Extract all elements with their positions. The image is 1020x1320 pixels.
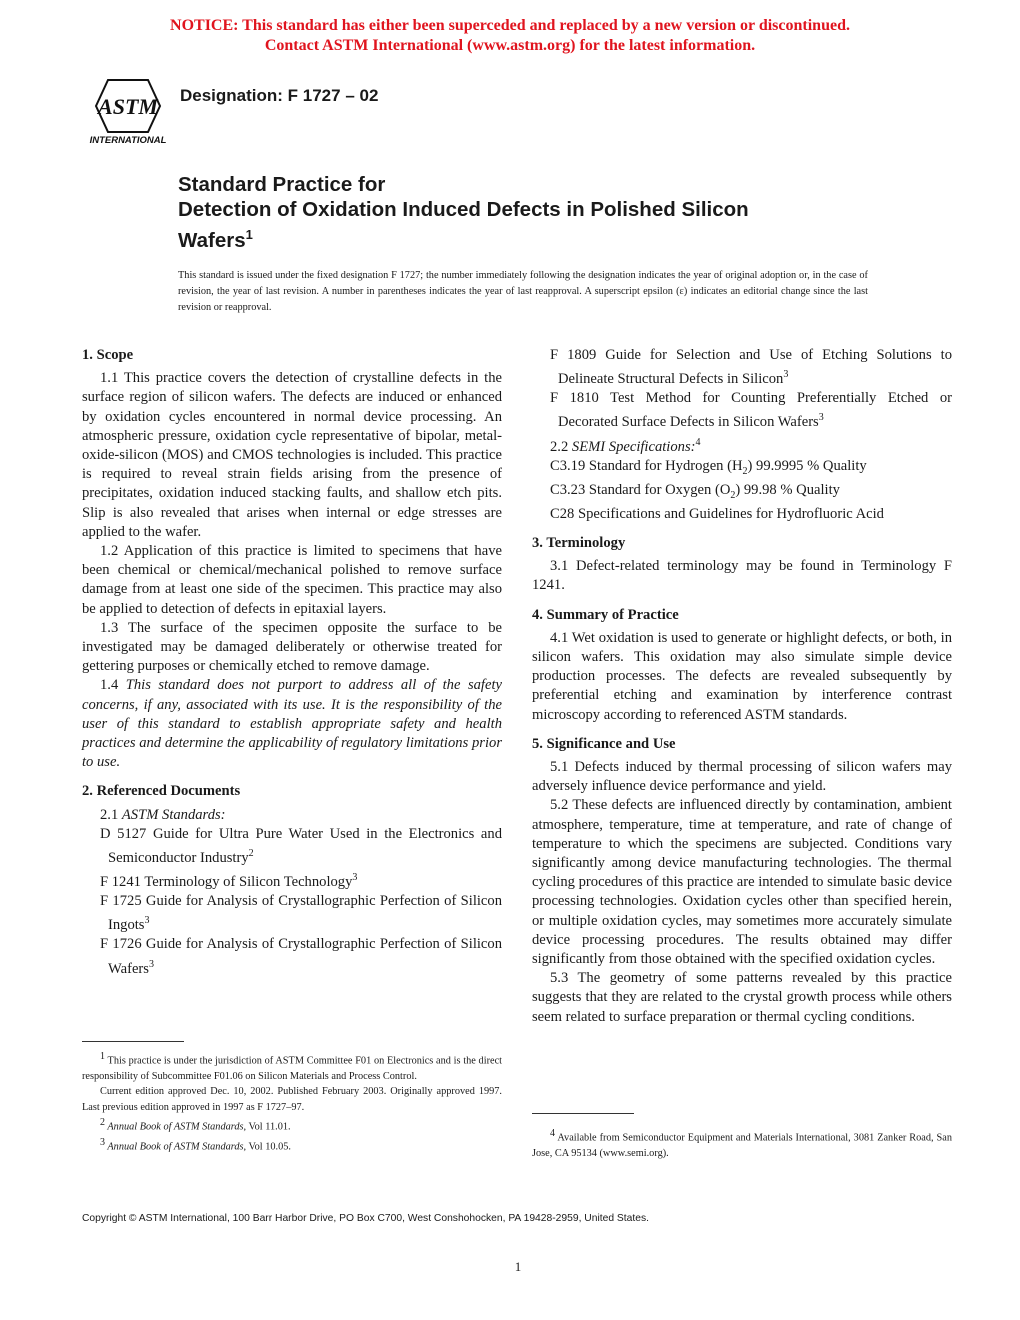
footnote-divider-left xyxy=(82,1041,184,1042)
notice-banner xyxy=(0,16,1020,56)
logo-text: ASTM xyxy=(98,94,158,119)
astm-logo xyxy=(82,76,174,146)
reference-f1810: F 1810 Test Method for Counting Preferentially Etched or Decorated Surface Defects in Silicon Wafers$^3$ xyxy=(550,390,952,431)
right-column xyxy=(532,346,952,1027)
section-heading-terminology: 3. Terminology xyxy=(532,535,626,552)
title-line-2: Detection of Oxidation Induced Defects in Polished Silicon xyxy=(178,198,749,221)
title-line-3: Wafers$^1$ xyxy=(178,227,253,252)
subsection-2-2: 2.2 SEMI Specifications:$^4$ xyxy=(550,436,701,455)
paragraph-1-4: 1.4 This standard does not purport to address all of the safety concerns, if any, associated with its use. It is the responsibility of the user of this standard to establish appropriate safety and health practices and determine the applicability of regulatory limitations prior to use. xyxy=(82,677,502,771)
notice-line-1: NOTICE: This standard has either been superceded and replaced by a new version or discontinued. xyxy=(170,17,850,34)
semi-spec-c3-23: C3.23 Standard for Oxygen $(O_2)$ 99.98 % Quality xyxy=(550,481,840,501)
issue-note: This standard is issued under the fixed designation F 1727; the number immediately following the designation indicates the year of original adoption or, in the case of revision, the year of last revision. A number in parentheses indicates the year of last reapproval. A superscript epsilon (ε) indicates an editorial change since the last revision or reapproval. xyxy=(178,270,868,313)
paragraph-1-3: 1.3 The surface of the specimen opposite the surface to be investigated may be damaged deliberately or otherwise treated for gettering purposes or chemically etched to remove damage. xyxy=(82,619,502,675)
section-heading-referenced-documents: 2. Referenced Documents xyxy=(82,783,241,800)
designation: Designation: F 1727 – 02 xyxy=(180,86,379,105)
paragraph-1-1: 1.1 This practice covers the detection of crystalline defects in the surface region of silicon wafers. The defects are induced or enhanced by oxidation cycles encountered in normal device processing. An atmospheric pressure, oxidation cycle representative of bipolar, metal-oxide-silicon (MOS) and CMOS technologies is included. This practice is required to reveal strain fields arising from the presence of precipitates, oxidation induced stacking faults, and shallow etch pits. Slip is also revealed that arises when internal or edge stresses are applied to the wafer. xyxy=(82,370,502,540)
footnote-4: $^4$ Available from Semiconductor Equipment and Materials International, 3081 Zanker Road, San Jose, CA 95134 (www.semi.org). xyxy=(532,1128,952,1159)
notice-line-2: Contact ASTM International (www.astm.org) for the latest information. xyxy=(264,37,756,54)
title-line-1: Standard Practice for xyxy=(178,173,386,196)
footnote-1-edition: Current edition approved Dec. 10, 2002. Published February 2003. Originally approved 1997. Last previous edition approved in 1997 as F 1727–97. xyxy=(82,1086,502,1113)
page-number: 1 xyxy=(514,1259,522,1274)
semi-spec-c3-19: C3.19 Standard for Hydrogen $(H_2)$ 99.9995 % Quality xyxy=(550,457,867,477)
paragraph-4-1: 4.1 Wet oxidation is used to generate or highlight defects, or both, in silicon wafers. This oxidation may also simulate simple device production processes. The defects are revealed subsequently by preferential etching and examination by interference contrast microscopy according to referenced ASTM standards. xyxy=(532,629,952,723)
paragraph-5-2: 5.2 These defects are influenced directly by contamination, ambient atmosphere, temperature, time at temperature, and rate of change of temperature to which the specimens are subjected. Conditions vary significantly among device manufacturing technologies. The thermal cycling procedures of this practice are intended to simulate basic device processing technologies. Oxidation cycles other than specified herein, or multiple oxidation cycles, may sometimes more accurately simulate device processing procedures. The results obtained may differ significantly from those obtained with the specified oxidation cycles. xyxy=(532,797,952,968)
paragraph-5-3: 5.3 The geometry of some patterns revealed by this practice suggests that they are related to the crystal growth process while others seem related to surface preparation or thermal cycling conditions. xyxy=(532,970,952,1025)
section-heading-scope: 1. Scope xyxy=(82,347,134,363)
left-column xyxy=(82,346,502,979)
reference-d5127: D 5127 Guide for Ultra Pure Water Used in the Electronics and Semiconductor Industry$^2$ xyxy=(100,825,502,866)
document-title xyxy=(178,172,898,253)
footnote-2: $^2$ Annual Book of ASTM Standards, Vol 11.01. xyxy=(100,1117,291,1133)
paragraph-1-2: 1.2 Application of this practice is limited to specimens that have been chemical or chemical/mechanical polished to remove surface damage from at least one side of the specimen. This practice may also be applied to detection of defects in epitaxial layers. xyxy=(82,543,502,617)
section-heading-summary: 4. Summary of Practice xyxy=(532,606,679,623)
reference-f1725: F 1725 Guide for Analysis of Crystallographic Perfection of Silicon Ingots$^3$ xyxy=(100,893,502,934)
paragraph-3-1: 3.1 Defect-related terminology may be found in Terminology F 1241. xyxy=(532,558,952,594)
reference-f1241: F 1241 Terminology of Silicon Technology$^3$ xyxy=(100,872,358,890)
paragraph-5-1: 5.1 Defects induced by thermal processing of silicon wafers may adversely influence device performance and yield. xyxy=(532,759,952,795)
reference-f1809: F 1809 Guide for Selection and Use of Etching Solutions to Delineate Structural Defects in Silicon$^3$ xyxy=(550,347,952,388)
footnote-1: $^1$ This practice is under the jurisdiction of ASTM Committee F01 on Electronics and is the direct responsibility of Subcommittee F01.06 on Silicon Materials and Process Control. xyxy=(82,1051,502,1082)
reference-f1726: F 1726 Guide for Analysis of Crystallographic Perfection of Silicon Wafers$^3$ xyxy=(100,936,502,977)
copyright-line: Copyright © ASTM International, 100 Barr Harbor Drive, PO Box C700, West Conshohocken, PA 19428-2959, United States. xyxy=(82,1213,649,1224)
footnotes-left xyxy=(82,1049,502,1155)
footnote-divider-right xyxy=(532,1113,634,1114)
semi-spec-c28: C28 Specifications and Guidelines for Hydrofluoric Acid xyxy=(550,505,884,522)
section-heading-significance: 5. Significance and Use xyxy=(532,735,676,752)
logo-subtext: INTERNATIONAL xyxy=(89,135,167,146)
subsection-2-1: 2.1 ASTM Standards: xyxy=(100,806,226,823)
footnotes-right xyxy=(532,1126,952,1161)
footnote-3: $^3$ Annual Book of ASTM Standards, Vol 10.05. xyxy=(100,1137,291,1153)
